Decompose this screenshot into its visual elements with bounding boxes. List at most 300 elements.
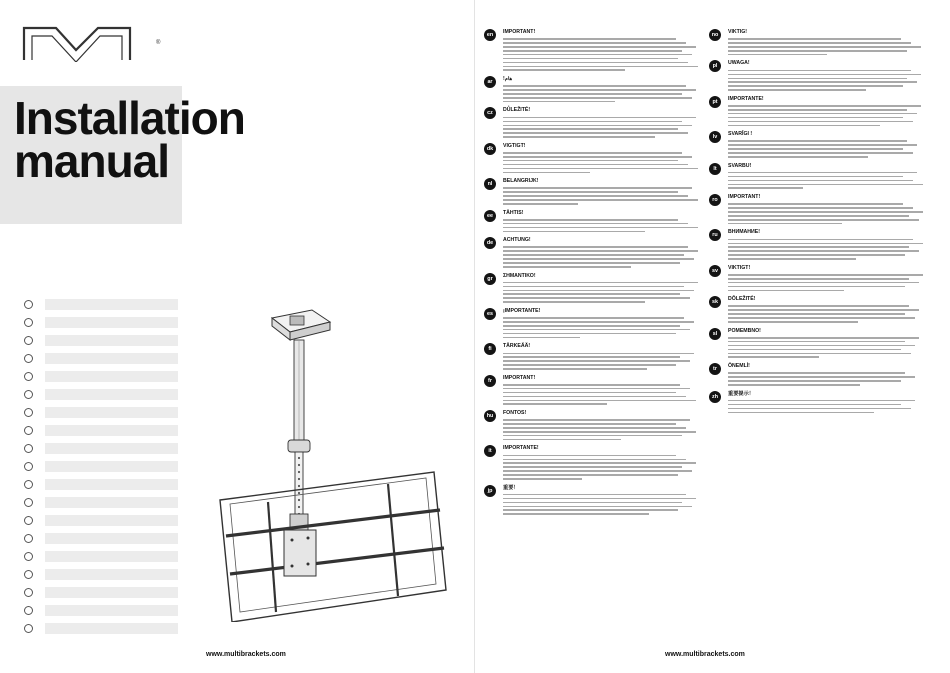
language-tab[interactable] — [24, 297, 178, 311]
notice-text-line — [503, 246, 688, 248]
language-code-circle-icon: es — [484, 308, 496, 320]
title-line-2: manual — [14, 135, 170, 187]
notice-text-line — [503, 282, 698, 284]
brand-logo — [22, 24, 161, 78]
notice-text-line — [503, 459, 686, 461]
language-tab-circle-icon — [24, 588, 33, 597]
language-tab-circle-icon — [24, 570, 33, 579]
language-code-circle-icon: zh — [709, 391, 721, 403]
notice-text-line — [728, 349, 901, 351]
notice-text-line — [503, 117, 696, 119]
notice-text-line — [503, 502, 682, 504]
notice-text-line — [503, 101, 615, 103]
notice-text-line — [503, 254, 684, 256]
language-tab[interactable] — [24, 459, 178, 473]
safety-notice-dk — [484, 143, 700, 173]
notice-text-line — [728, 305, 909, 307]
language-tab[interactable] — [24, 351, 178, 365]
notice-text-line — [728, 144, 917, 146]
safety-notice-sl — [709, 328, 925, 358]
notice-text-line — [503, 168, 698, 170]
notice-heading: SVARBU! — [728, 162, 752, 169]
language-code-circle-icon: de — [484, 237, 496, 249]
notice-text-line — [728, 42, 911, 44]
language-code-circle-icon: hu — [484, 410, 496, 422]
language-tab[interactable] — [24, 603, 178, 617]
notice-text-line — [728, 290, 844, 292]
language-tab-circle-icon — [24, 462, 33, 471]
safety-notice-nl — [484, 178, 700, 204]
language-tab[interactable] — [24, 549, 178, 563]
safety-notice-fr — [484, 375, 700, 405]
notice-text-line — [503, 187, 692, 189]
language-code-circle-icon: dk — [484, 143, 496, 155]
notice-text-line — [503, 258, 694, 260]
notice-text-line — [728, 125, 880, 127]
notice-text-line — [728, 152, 913, 154]
language-code-circle-icon: no — [709, 29, 721, 41]
notice-text-line — [503, 231, 645, 233]
notice-heading: POMEMBNO! — [728, 327, 761, 334]
notice-heading: !هام — [503, 76, 513, 83]
notice-text-line — [503, 262, 680, 264]
language-tab-bar — [45, 443, 178, 454]
notice-text-line — [503, 223, 688, 225]
language-code-circle-icon: ee — [484, 210, 496, 222]
notice-heading: 重要提示！ — [728, 390, 754, 397]
notice-text-line — [503, 69, 625, 71]
notice-text-line — [728, 309, 919, 311]
notice-text-line — [728, 353, 911, 355]
language-tab-circle-icon — [24, 336, 33, 345]
notice-text-line — [503, 478, 582, 480]
notice-text-line — [503, 46, 696, 48]
language-tab-bar — [45, 569, 178, 580]
notice-heading: ¡IMPORTANTE! — [503, 307, 541, 314]
notice-text-line — [503, 509, 678, 511]
notice-text-line — [503, 419, 690, 421]
language-tab[interactable] — [24, 495, 178, 509]
notice-text-line — [503, 364, 676, 366]
safety-notice-ar — [484, 76, 700, 102]
notice-heading: FONTOS! — [503, 410, 527, 416]
notice-text-line — [503, 250, 698, 252]
notice-text-line — [503, 132, 688, 134]
safety-notice-cz — [484, 107, 700, 137]
language-tab[interactable] — [24, 567, 178, 581]
language-code-circle-icon: fr — [484, 375, 496, 387]
language-code-circle-icon: en — [484, 29, 496, 41]
notice-heading: IMPORTANTE! — [728, 95, 764, 102]
notice-text-line — [503, 435, 682, 437]
safety-notice-hu — [484, 410, 700, 440]
notice-text-line — [503, 195, 688, 197]
safety-notice-sv — [709, 265, 925, 291]
notice-text-line — [503, 54, 692, 56]
notice-text-line — [728, 50, 907, 52]
notice-text-line — [503, 66, 698, 68]
language-tab[interactable] — [24, 315, 178, 329]
notice-heading: UWAGA! — [728, 60, 750, 67]
notice-text-line — [728, 156, 868, 158]
notice-text-line — [503, 494, 686, 496]
notice-text-line — [503, 466, 682, 468]
notice-text-line — [728, 140, 907, 142]
notice-text-line — [503, 427, 686, 429]
language-code-circle-icon: sv — [709, 265, 721, 277]
notice-text-line — [728, 278, 909, 280]
notice-text-line — [503, 400, 696, 402]
language-tab-circle-icon — [24, 426, 33, 435]
right-page — [475, 0, 950, 673]
notice-text-line — [503, 89, 696, 91]
safety-notice-column-left — [484, 29, 700, 520]
notice-text-line — [728, 219, 919, 221]
notice-text-line — [503, 506, 692, 508]
language-tab-circle-icon — [24, 372, 33, 381]
notice-text-line — [503, 325, 680, 327]
title-line-1: Installation — [14, 92, 245, 144]
notice-text-line — [503, 286, 684, 288]
language-tab-bar — [45, 551, 178, 562]
notice-text-line — [503, 152, 682, 154]
safety-notice-lt — [709, 163, 925, 189]
notice-text-line — [503, 388, 690, 390]
notice-text-line — [503, 396, 686, 398]
language-tab-bar — [45, 425, 178, 436]
notice-text-line — [728, 380, 901, 382]
notice-text-line — [503, 317, 684, 319]
notice-text-line — [503, 431, 696, 433]
language-tab[interactable] — [24, 423, 178, 437]
language-tab[interactable] — [24, 405, 178, 419]
notice-text-line — [728, 148, 903, 150]
notice-text-line — [503, 42, 686, 44]
notice-text-line — [503, 38, 676, 40]
safety-notice-en — [484, 29, 700, 71]
language-tab-circle-icon — [24, 624, 33, 633]
language-code-circle-icon: gr — [484, 273, 496, 285]
notice-heading: BELANGRIJK! — [503, 178, 539, 185]
notice-text-line — [728, 341, 905, 343]
language-tab-bar — [45, 461, 178, 472]
notice-heading: VIKTIGT! — [728, 264, 751, 271]
language-tab-bar — [45, 407, 178, 418]
language-tab[interactable] — [24, 333, 178, 347]
notice-text-line — [728, 412, 874, 414]
language-tab-circle-icon — [24, 516, 33, 525]
notice-text-line — [728, 203, 903, 205]
safety-notice-fi — [484, 343, 700, 369]
notice-heading: ΣΗΜΑΝΤΙΚΟ! — [503, 272, 536, 279]
notice-text-line — [503, 368, 647, 370]
notice-text-line — [503, 203, 578, 205]
language-tab-bar — [45, 515, 178, 526]
language-tab-circle-icon — [24, 408, 33, 417]
notice-text-line — [503, 290, 694, 292]
notice-heading: IMPORTANTE! — [503, 445, 539, 452]
footer-url-left[interactable]: www.multibrackets.com — [206, 651, 286, 658]
language-tab[interactable] — [24, 369, 178, 383]
notice-text-line — [503, 227, 698, 229]
language-code-circle-icon: pl — [709, 60, 721, 72]
notice-text-line — [728, 121, 913, 123]
pole-hole — [298, 457, 300, 459]
language-tab-bar — [45, 371, 178, 382]
pole-hole — [298, 485, 300, 487]
notice-text-line — [728, 356, 819, 358]
notice-text-line — [728, 176, 903, 178]
notice-text-line — [728, 246, 909, 248]
notice-text-line — [728, 70, 911, 72]
page-title — [14, 92, 245, 187]
notice-text-line — [503, 498, 696, 500]
safety-notice-ro — [709, 194, 925, 224]
notice-text-line — [728, 74, 921, 76]
notice-text-line — [503, 301, 645, 303]
notice-text-line — [503, 392, 676, 394]
safety-notice-ru — [709, 229, 925, 259]
notice-heading: VIGTIGT! — [503, 142, 526, 149]
notice-heading: VIKTIG! — [728, 29, 748, 35]
notice-heading: IMPORTANT! — [503, 374, 536, 381]
notice-text-line — [503, 156, 692, 158]
notice-heading: ВНИМАНИЕ! — [728, 229, 760, 236]
brand-logo-mark-icon — [22, 24, 132, 62]
language-code-circle-icon: ar — [484, 76, 496, 88]
notice-text-line — [503, 423, 676, 425]
notice-text-line — [503, 125, 692, 127]
language-tab-circle-icon — [24, 318, 33, 327]
safety-notice-ee — [484, 210, 700, 233]
language-code-circle-icon: sl — [709, 328, 721, 340]
notice-text-line — [503, 62, 688, 64]
notice-text-line — [503, 58, 678, 60]
registered-mark: ® — [156, 40, 161, 46]
notice-text-line — [503, 293, 680, 295]
notice-text-line — [728, 250, 919, 252]
notice-text-line — [503, 470, 692, 472]
footer-url-right[interactable]: www.multibrackets.com — [665, 651, 745, 658]
language-tab-circle-icon — [24, 534, 33, 543]
language-code-circle-icon: it — [484, 445, 496, 457]
safety-notice-tr — [709, 363, 925, 386]
notice-text-line — [728, 78, 907, 80]
language-tab[interactable] — [24, 513, 178, 527]
notice-text-line — [503, 474, 678, 476]
notice-text-line — [503, 97, 692, 99]
notice-text-line — [728, 184, 923, 186]
safety-notice-sk — [709, 296, 925, 322]
notice-text-line — [728, 215, 909, 217]
notice-text-line — [503, 266, 631, 268]
notice-text-line — [503, 455, 676, 457]
notice-text-line — [728, 187, 803, 189]
language-tab[interactable] — [24, 477, 178, 491]
notice-heading: ACHTUNG! — [503, 237, 531, 244]
notice-text-line — [503, 93, 682, 95]
language-tab-bar — [45, 389, 178, 400]
notice-text-line — [503, 50, 682, 52]
notice-text-line — [728, 372, 905, 374]
safety-notice-pt — [709, 96, 925, 126]
language-tab-circle-icon — [24, 390, 33, 399]
safety-notice-gr — [484, 273, 700, 303]
notice-heading: DÔLEŽITÉ! — [728, 296, 756, 303]
language-tab[interactable] — [24, 441, 178, 455]
pole-hole — [298, 471, 300, 473]
notice-text-line — [728, 243, 923, 245]
notice-text-line — [503, 172, 590, 174]
notice-text-line — [503, 356, 680, 358]
notice-text-line — [503, 121, 682, 123]
language-tab-bar — [45, 317, 178, 328]
notice-text-line — [503, 85, 686, 87]
language-tab-circle-icon — [24, 606, 33, 615]
notice-heading: ÖNEMLİ! — [728, 362, 750, 369]
ceiling-mount-illustration — [208, 306, 472, 622]
notice-text-line — [503, 321, 694, 323]
notice-text-line — [728, 286, 905, 288]
notice-text-line — [728, 89, 866, 91]
safety-notice-column-right — [709, 29, 925, 418]
notice-text-line — [503, 297, 690, 299]
notice-text-line — [728, 180, 913, 182]
language-tab-circle-icon — [24, 300, 33, 309]
language-tab-circle-icon — [24, 444, 33, 453]
language-tab-bar — [45, 353, 178, 364]
language-tab-circle-icon — [24, 480, 33, 489]
notice-text-line — [728, 239, 913, 241]
language-code-circle-icon: cz — [484, 107, 496, 119]
safety-notice-jp — [484, 485, 700, 515]
language-code-circle-icon: tr — [709, 363, 721, 375]
pole-hole — [298, 478, 300, 480]
safety-notice-it — [484, 445, 700, 479]
notice-text-line — [728, 400, 915, 402]
language-tab-list — [24, 297, 178, 639]
notice-text-line — [728, 46, 921, 48]
language-tab[interactable] — [24, 585, 178, 599]
pole-hole — [298, 464, 300, 466]
notice-text-line — [728, 211, 923, 213]
notice-text-line — [728, 172, 917, 174]
safety-notice-de — [484, 237, 700, 267]
notice-text-line — [728, 376, 915, 378]
notice-text-line — [728, 274, 923, 276]
safety-notice-zh — [709, 391, 925, 414]
notice-text-line — [728, 109, 907, 111]
notice-heading: IMPORTANT! — [503, 29, 536, 35]
safety-notice-pl — [709, 60, 925, 90]
safety-notice-no — [709, 29, 925, 55]
notice-text-line — [728, 85, 903, 87]
safety-notice-lv — [709, 131, 925, 157]
notice-text-line — [503, 191, 678, 193]
language-tab-circle-icon — [24, 498, 33, 507]
language-code-circle-icon: ro — [709, 194, 721, 206]
language-tab-bar — [45, 533, 178, 544]
notice-text-line — [728, 282, 919, 284]
language-tab-circle-icon — [24, 354, 33, 363]
language-tab-bar — [45, 335, 178, 346]
language-tab-bar — [45, 587, 178, 598]
notice-text-line — [728, 223, 842, 225]
notice-heading: 重要！ — [503, 484, 519, 491]
notice-text-line — [503, 329, 690, 331]
notice-text-line — [503, 513, 649, 515]
notice-text-line — [503, 136, 655, 138]
language-code-circle-icon: ru — [709, 229, 721, 241]
language-tab-bar — [45, 479, 178, 490]
notice-heading: IMPORTANT! — [728, 194, 761, 201]
notice-text-line — [728, 113, 917, 115]
language-code-circle-icon: jp — [484, 485, 496, 497]
pole-hole — [298, 499, 300, 501]
notice-text-line — [728, 38, 901, 40]
notice-text-line — [728, 384, 860, 386]
notice-text-line — [503, 403, 607, 405]
notice-text-line — [728, 317, 915, 319]
language-code-circle-icon: sk — [709, 296, 721, 308]
language-code-circle-icon: pt — [709, 96, 721, 108]
notice-text-line — [728, 408, 911, 410]
notice-heading: SVARĪGI ! — [728, 131, 753, 138]
language-code-circle-icon: lv — [709, 131, 721, 143]
notice-text-line — [503, 219, 678, 221]
language-tab-bar — [45, 605, 178, 616]
pole-hole — [298, 506, 300, 508]
notice-text-line — [503, 337, 580, 339]
notice-text-line — [728, 105, 921, 107]
notice-text-line — [503, 462, 696, 464]
notice-text-line — [728, 337, 919, 339]
notice-heading: DŮLEŽITÉ! — [503, 107, 531, 114]
notice-heading: TÄRKEÄÄ! — [503, 343, 531, 350]
notice-text-line — [503, 360, 690, 362]
language-code-circle-icon: fi — [484, 343, 496, 355]
language-tab[interactable] — [24, 387, 178, 401]
notice-text-line — [503, 439, 621, 441]
notice-text-line — [728, 345, 915, 347]
notice-text-line — [728, 254, 905, 256]
notice-text-line — [728, 313, 905, 315]
language-tab-circle-icon — [24, 552, 33, 561]
language-tab[interactable] — [24, 621, 178, 635]
notice-heading: TÄHTIS! — [503, 209, 524, 216]
safety-notice-es — [484, 308, 700, 338]
language-tab-bar — [45, 623, 178, 634]
notice-text-line — [728, 404, 901, 406]
language-tab-bar — [45, 299, 178, 310]
language-tab[interactable] — [24, 531, 178, 545]
notice-text-line — [503, 164, 688, 166]
notice-text-line — [503, 160, 678, 162]
language-code-circle-icon: nl — [484, 178, 496, 190]
notice-text-line — [728, 207, 913, 209]
notice-text-line — [728, 321, 858, 323]
notice-text-line — [728, 81, 917, 83]
notice-text-line — [503, 384, 680, 386]
notice-text-line — [728, 258, 856, 260]
pole-hole — [298, 492, 300, 494]
notice-text-line — [503, 353, 694, 355]
notice-text-line — [728, 54, 827, 56]
notice-text-line — [503, 128, 678, 130]
language-code-circle-icon: lt — [709, 163, 721, 175]
notice-text-line — [728, 117, 903, 119]
language-tab-bar — [45, 497, 178, 508]
